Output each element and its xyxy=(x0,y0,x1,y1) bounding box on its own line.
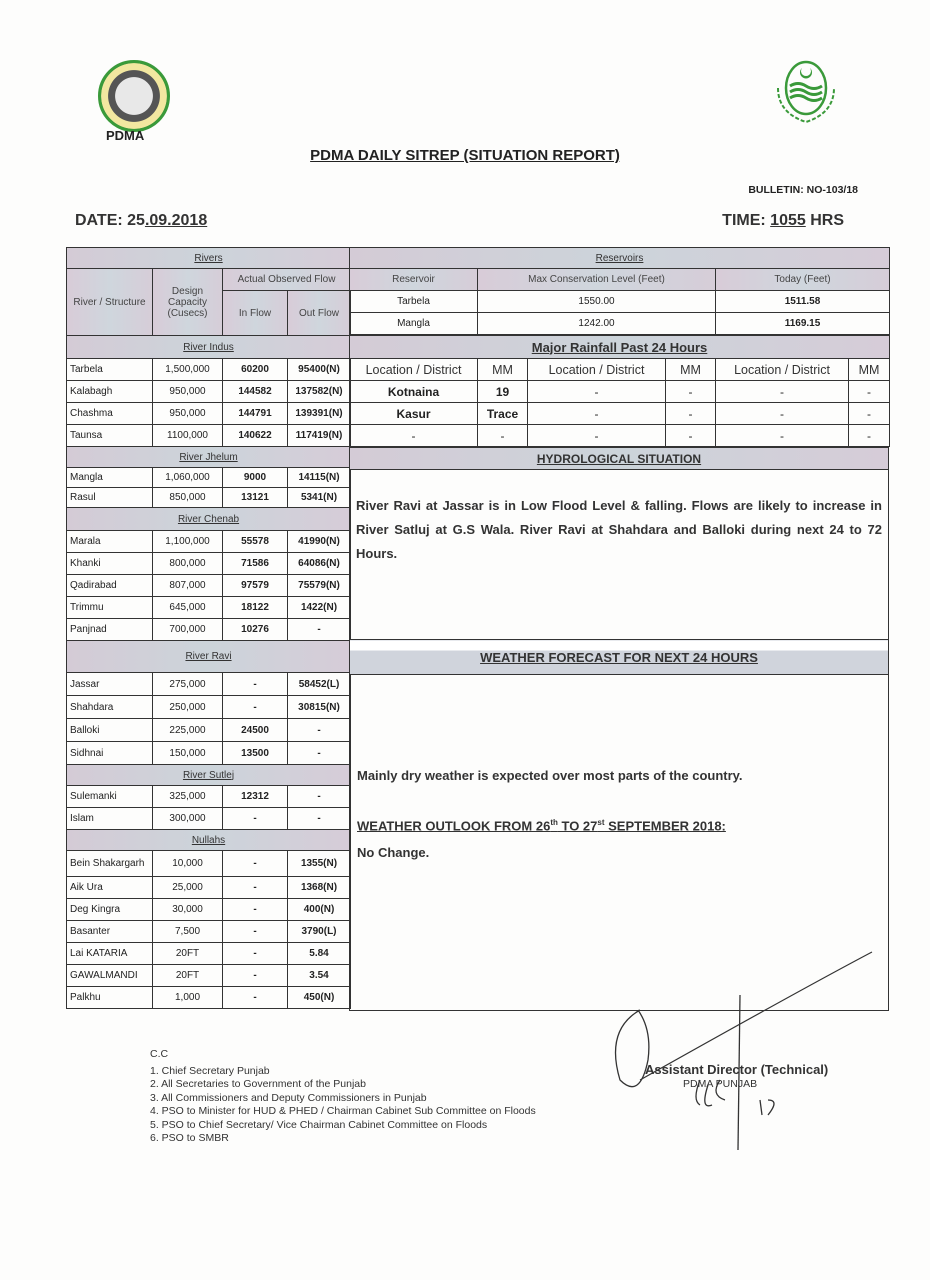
outflow: 3790(L) xyxy=(288,921,351,943)
design-capacity: 25,000 xyxy=(153,877,223,899)
outlook-part: TO 27 xyxy=(557,818,598,834)
design-capacity: 950,000 xyxy=(153,403,223,425)
table-row xyxy=(67,403,351,425)
structure-name: Basanter xyxy=(67,921,153,943)
max-level: 1550.00 xyxy=(478,291,716,313)
rainfall-column-header: MM xyxy=(478,359,528,381)
hydrological-text: River Ravi at Jassar is in Low Flood Level & falling. Flows are likely to increase in River Satluj at G.S Wala. River Ravi at Shahdara and Balloki during next 24 to 72 Hours. xyxy=(356,498,882,561)
cc-item: 3. All Commissioners and Deputy Commissioners in Punjab xyxy=(150,1091,427,1104)
inflow: - xyxy=(223,943,288,965)
rainfall-mm: Trace xyxy=(478,403,528,425)
cc-item: 4. PSO to Minister for HUD & PHED / Chairman Cabinet Sub Committee on Floods xyxy=(150,1105,536,1117)
structure-name: Panjnad xyxy=(67,619,153,641)
col-outflow: Out Flow xyxy=(288,291,351,336)
col-structure: River / Structure xyxy=(67,269,153,336)
cc-list xyxy=(150,1048,536,1146)
rainfall-mm: - xyxy=(666,381,716,403)
cc-item: 2. All Secretaries to Government of the Punjab xyxy=(150,1078,366,1090)
design-capacity: 225,000 xyxy=(153,719,223,742)
table-row xyxy=(67,553,351,575)
design-capacity: 645,000 xyxy=(153,597,223,619)
table-row xyxy=(67,742,351,765)
structure-name: Trimmu xyxy=(67,597,153,619)
section-header: River Ravi xyxy=(67,641,351,673)
structure-name: GAWALMANDI xyxy=(67,965,153,987)
rainfall-column-header: Location / District xyxy=(528,359,666,381)
design-capacity: 700,000 xyxy=(153,619,223,641)
design-capacity: 850,000 xyxy=(153,488,223,508)
outflow: 137582(N) xyxy=(288,381,351,403)
table-row xyxy=(67,575,351,597)
table-row xyxy=(350,381,890,403)
design-capacity: 250,000 xyxy=(153,696,223,719)
table-row xyxy=(67,943,351,965)
design-capacity: 1,100,000 xyxy=(153,531,223,553)
inflow: 24500 xyxy=(223,719,288,742)
structure-name: Lai KATARIA xyxy=(67,943,153,965)
inflow: 97579 xyxy=(223,575,288,597)
reservoir-column-header: Reservoir xyxy=(350,269,478,291)
pdma-logo-text: PDMA xyxy=(106,128,145,143)
design-capacity: 7,500 xyxy=(153,921,223,943)
reservoirs-table xyxy=(349,247,890,335)
table-row xyxy=(67,851,351,877)
rainfall-table xyxy=(349,335,890,447)
structure-name: Khanki xyxy=(67,553,153,575)
reservoir-column-header: Max Conservation Level (Feet) xyxy=(478,269,716,291)
rivers-title: Rivers xyxy=(67,248,351,269)
table-row xyxy=(350,313,890,335)
inflow: 144582 xyxy=(223,381,288,403)
structure-name: Sidhnai xyxy=(67,742,153,765)
table-row xyxy=(67,468,351,488)
inflow: 12312 xyxy=(223,786,288,808)
report-date xyxy=(75,212,207,230)
weather-outlook-title xyxy=(357,818,726,833)
outflow: 450(N) xyxy=(288,987,351,1009)
inflow: 144791 xyxy=(223,403,288,425)
rivers-table xyxy=(66,247,351,1009)
inflow: 140622 xyxy=(223,425,288,447)
structure-name: Chashma xyxy=(67,403,153,425)
table-row xyxy=(67,488,351,508)
structure-name: Sulemanki xyxy=(67,786,153,808)
max-level: 1242.00 xyxy=(478,313,716,335)
structure-name: Qadirabad xyxy=(67,575,153,597)
rainfall-location: Kasur xyxy=(350,403,478,425)
rainfall-mm: - xyxy=(666,403,716,425)
structure-name: Islam xyxy=(67,808,153,830)
structure-name: Bein Shakargarh xyxy=(67,851,153,877)
inflow: - xyxy=(223,696,288,719)
outflow: - xyxy=(288,808,351,830)
structure-name: Marala xyxy=(67,531,153,553)
structure-name: Palkhu xyxy=(67,987,153,1009)
weather-title: WEATHER FORECAST FOR NEXT 24 HOURS xyxy=(350,640,889,675)
design-capacity: 800,000 xyxy=(153,553,223,575)
rainfall-location: - xyxy=(528,403,666,425)
rainfall-mm: - xyxy=(849,425,890,447)
time-value: 1055 xyxy=(770,212,806,229)
rainfall-mm: - xyxy=(666,425,716,447)
design-capacity: 20FT xyxy=(153,943,223,965)
design-capacity: 807,000 xyxy=(153,575,223,597)
inflow: - xyxy=(223,987,288,1009)
rainfall-mm: 19 xyxy=(478,381,528,403)
table-row xyxy=(67,987,351,1009)
rainfall-location: - xyxy=(716,425,849,447)
outflow: 41990(N) xyxy=(288,531,351,553)
inflow: - xyxy=(223,877,288,899)
inflow: 71586 xyxy=(223,553,288,575)
rainfall-column-header: Location / District xyxy=(716,359,849,381)
table-row xyxy=(67,619,351,641)
report-time xyxy=(722,212,844,230)
outflow: 5.84 xyxy=(288,943,351,965)
rainfall-location: - xyxy=(528,425,666,447)
design-capacity: 10,000 xyxy=(153,851,223,877)
inflow: - xyxy=(223,808,288,830)
design-capacity: 30,000 xyxy=(153,899,223,921)
right-panel xyxy=(349,247,889,1011)
outflow: 14115(N) xyxy=(288,468,351,488)
cc-item: 1. Chief Secretary Punjab xyxy=(150,1064,270,1077)
inflow: - xyxy=(223,673,288,696)
rainfall-location: - xyxy=(716,403,849,425)
structure-name: Jassar xyxy=(67,673,153,696)
cc-item: 5. PSO to Chief Secretary/ Vice Chairman Cabinet Committee on Floods xyxy=(150,1118,488,1131)
cc-item: 6. PSO to SMBR xyxy=(150,1132,229,1144)
time-suffix: HRS xyxy=(805,212,844,229)
bulletin-number: BULLETIN: NO-103/18 xyxy=(748,184,858,196)
design-capacity: 325,000 xyxy=(153,786,223,808)
inflow: 10276 xyxy=(223,619,288,641)
weather-outlook-text: No Change. xyxy=(357,845,430,860)
outflow: 5341(N) xyxy=(288,488,351,508)
table-row xyxy=(67,696,351,719)
table-row xyxy=(67,425,351,447)
signatory-org: PDMA PUNJAB xyxy=(683,1078,758,1090)
design-capacity: 1,500,000 xyxy=(153,359,223,381)
structure-name: Shahdara xyxy=(67,696,153,719)
outflow: 1422(N) xyxy=(288,597,351,619)
outflow: 95400(N) xyxy=(288,359,351,381)
table-row xyxy=(67,531,351,553)
inflow: 9000 xyxy=(223,468,288,488)
design-capacity: 300,000 xyxy=(153,808,223,830)
outflow: 58452(L) xyxy=(288,673,351,696)
structure-name: Tarbela xyxy=(67,359,153,381)
design-capacity: 20FT xyxy=(153,965,223,987)
reservoirs-title: Reservoirs xyxy=(350,248,890,269)
inflow: 13121 xyxy=(223,488,288,508)
rainfall-location: - xyxy=(716,381,849,403)
table-row xyxy=(67,808,351,830)
outlook-sup: th xyxy=(550,818,558,827)
outlook-sup: st xyxy=(597,818,605,827)
rainfall-mm: - xyxy=(849,381,890,403)
hydrological-title: HYDROLOGICAL SITUATION xyxy=(350,448,889,470)
table-row xyxy=(67,673,351,696)
section-header: River Indus xyxy=(67,336,351,359)
signatory-title: Assistant Director (Technical) xyxy=(645,1062,829,1077)
report-title: PDMA DAILY SITREP (SITUATION REPORT) xyxy=(310,147,620,164)
outflow: 75579(N) xyxy=(288,575,351,597)
outflow: 139391(N) xyxy=(288,403,351,425)
today-level: 1511.58 xyxy=(716,291,890,313)
structure-name: Rasul xyxy=(67,488,153,508)
reservoir-name: Mangla xyxy=(350,313,478,335)
inflow: - xyxy=(223,851,288,877)
date-value: .09.2018 xyxy=(144,212,208,229)
table-row xyxy=(67,899,351,921)
punjab-government-emblem xyxy=(770,58,842,126)
outlook-part: SEPTEMBER 2018: xyxy=(604,818,726,834)
rainfall-column-header: MM xyxy=(849,359,890,381)
rainfall-location: Kotnaina xyxy=(350,381,478,403)
outflow: - xyxy=(288,742,351,765)
design-capacity: 950,000 xyxy=(153,381,223,403)
structure-name: Taunsa xyxy=(67,425,153,447)
table-row xyxy=(350,425,890,447)
table-row xyxy=(67,965,351,987)
today-level: 1169.15 xyxy=(716,313,890,335)
section-header: River Jhelum xyxy=(67,447,351,468)
inflow: - xyxy=(223,921,288,943)
rainfall-column-header: MM xyxy=(666,359,716,381)
outflow: 400(N) xyxy=(288,899,351,921)
section-header: Nullahs xyxy=(67,830,351,851)
design-capacity: 275,000 xyxy=(153,673,223,696)
inflow: - xyxy=(223,965,288,987)
outflow: 117419(N) xyxy=(288,425,351,447)
outlook-part: WEATHER OUTLOOK FROM 26 xyxy=(357,818,551,834)
time-label: TIME: xyxy=(722,212,771,229)
rainfall-mm: - xyxy=(478,425,528,447)
table-row xyxy=(67,719,351,742)
design-capacity: 1,000 xyxy=(153,987,223,1009)
structure-name: Aik Ura xyxy=(67,877,153,899)
outflow: 30815(N) xyxy=(288,696,351,719)
outflow: 1355(N) xyxy=(288,851,351,877)
outflow: - xyxy=(288,719,351,742)
table-row xyxy=(67,359,351,381)
design-capacity: 1100,000 xyxy=(153,425,223,447)
col-inflow: In Flow xyxy=(223,291,288,336)
inflow: 18122 xyxy=(223,597,288,619)
reservoir-column-header: Today (Feet) xyxy=(716,269,890,291)
rainfall-location: - xyxy=(350,425,478,447)
outflow: - xyxy=(288,786,351,808)
rainfall-location: - xyxy=(528,381,666,403)
handwritten-signature xyxy=(600,950,890,1150)
section-header: River Chenab xyxy=(67,508,351,531)
table-row xyxy=(67,597,351,619)
pdma-logo xyxy=(98,60,170,132)
structure-name: Kalabagh xyxy=(67,381,153,403)
cc-title: C.C xyxy=(150,1048,169,1060)
col-capacity: Design Capacity (Cusecs) xyxy=(153,269,223,336)
col-observed-flow: Actual Observed Flow xyxy=(223,269,351,291)
inflow: - xyxy=(223,899,288,921)
table-row xyxy=(67,786,351,808)
rainfall-mm: - xyxy=(849,403,890,425)
rainfall-title: Major Rainfall Past 24 Hours xyxy=(350,336,890,359)
structure-name: Balloki xyxy=(67,719,153,742)
design-capacity: 1,060,000 xyxy=(153,468,223,488)
table-row xyxy=(67,877,351,899)
weather-forecast-text: Mainly dry weather is expected over most parts of the country. xyxy=(357,768,743,783)
table-row xyxy=(350,403,890,425)
outflow: 64086(N) xyxy=(288,553,351,575)
table-row xyxy=(67,381,351,403)
section-header: River Sutlej xyxy=(67,765,351,786)
structure-name: Mangla xyxy=(67,468,153,488)
inflow: 55578 xyxy=(223,531,288,553)
table-row xyxy=(350,291,890,313)
table-row xyxy=(67,921,351,943)
outflow: 3.54 xyxy=(288,965,351,987)
outflow: - xyxy=(288,619,351,641)
outflow: 1368(N) xyxy=(288,877,351,899)
reservoir-name: Tarbela xyxy=(350,291,478,313)
design-capacity: 150,000 xyxy=(153,742,223,765)
date-label: DATE: 25 xyxy=(75,212,145,229)
inflow: 60200 xyxy=(223,359,288,381)
structure-name: Deg Kingra xyxy=(67,899,153,921)
rainfall-column-header: Location / District xyxy=(350,359,478,381)
inflow: 13500 xyxy=(223,742,288,765)
